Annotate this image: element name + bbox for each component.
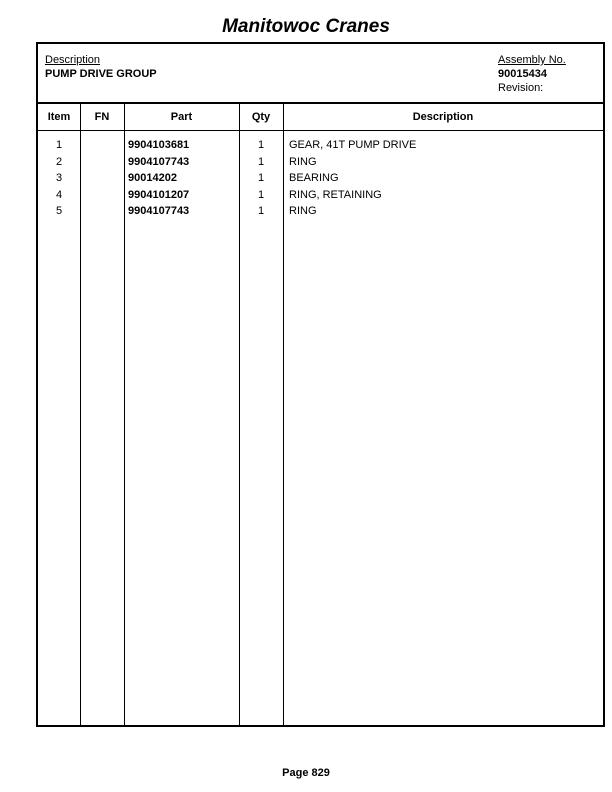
column-header-part: Part <box>170 111 193 123</box>
part-number-cell: 9904107743 <box>128 205 190 217</box>
item-cell: 3 <box>55 172 63 184</box>
table-row <box>38 172 603 189</box>
parts-list-frame <box>36 42 605 727</box>
item-cell: 2 <box>55 155 63 168</box>
column-header-row <box>38 104 603 131</box>
revision-label: Revision: <box>498 82 544 94</box>
parts-table-body <box>38 139 603 222</box>
table-row <box>38 189 603 206</box>
part-number-cell: 9904101207 <box>128 188 190 201</box>
description-cell: RING <box>289 155 317 168</box>
assembly-number: 90015434 <box>498 68 547 80</box>
qty-cell: 1 <box>257 139 265 151</box>
description-value: PUMP DRIVE GROUP <box>45 68 157 80</box>
assembly-block <box>498 53 566 95</box>
column-header-qty: Qty <box>251 111 271 123</box>
item-cell: 1 <box>55 139 63 151</box>
qty-cell: 1 <box>257 155 265 168</box>
column-header-description: Description <box>412 111 474 123</box>
qty-cell: 1 <box>257 172 265 184</box>
page-number: Page 829 <box>282 767 330 779</box>
table-row <box>38 156 603 173</box>
item-cell: 4 <box>55 188 63 201</box>
page-title: Manitowoc Cranes <box>222 16 390 37</box>
assembly-label: Assembly No. <box>498 54 566 66</box>
description-label: Description <box>45 54 101 66</box>
part-number-cell: 9904103681 <box>128 139 190 151</box>
item-cell: 5 <box>55 205 63 217</box>
qty-cell: 1 <box>257 205 265 217</box>
part-number-cell: 9904107743 <box>128 155 190 168</box>
description-block <box>45 53 157 81</box>
description-cell: RING, RETAINING <box>289 188 382 201</box>
part-number-cell: 90014202 <box>128 172 177 184</box>
column-header-fn: FN <box>94 111 110 123</box>
description-cell: RING <box>289 205 317 217</box>
table-row <box>38 139 603 156</box>
column-header-item: Item <box>47 111 71 123</box>
assembly-header <box>38 44 603 104</box>
description-cell: BEARING <box>289 172 339 184</box>
table-row <box>38 205 603 222</box>
description-cell: GEAR, 41T PUMP DRIVE <box>289 139 417 151</box>
qty-cell: 1 <box>257 188 265 201</box>
